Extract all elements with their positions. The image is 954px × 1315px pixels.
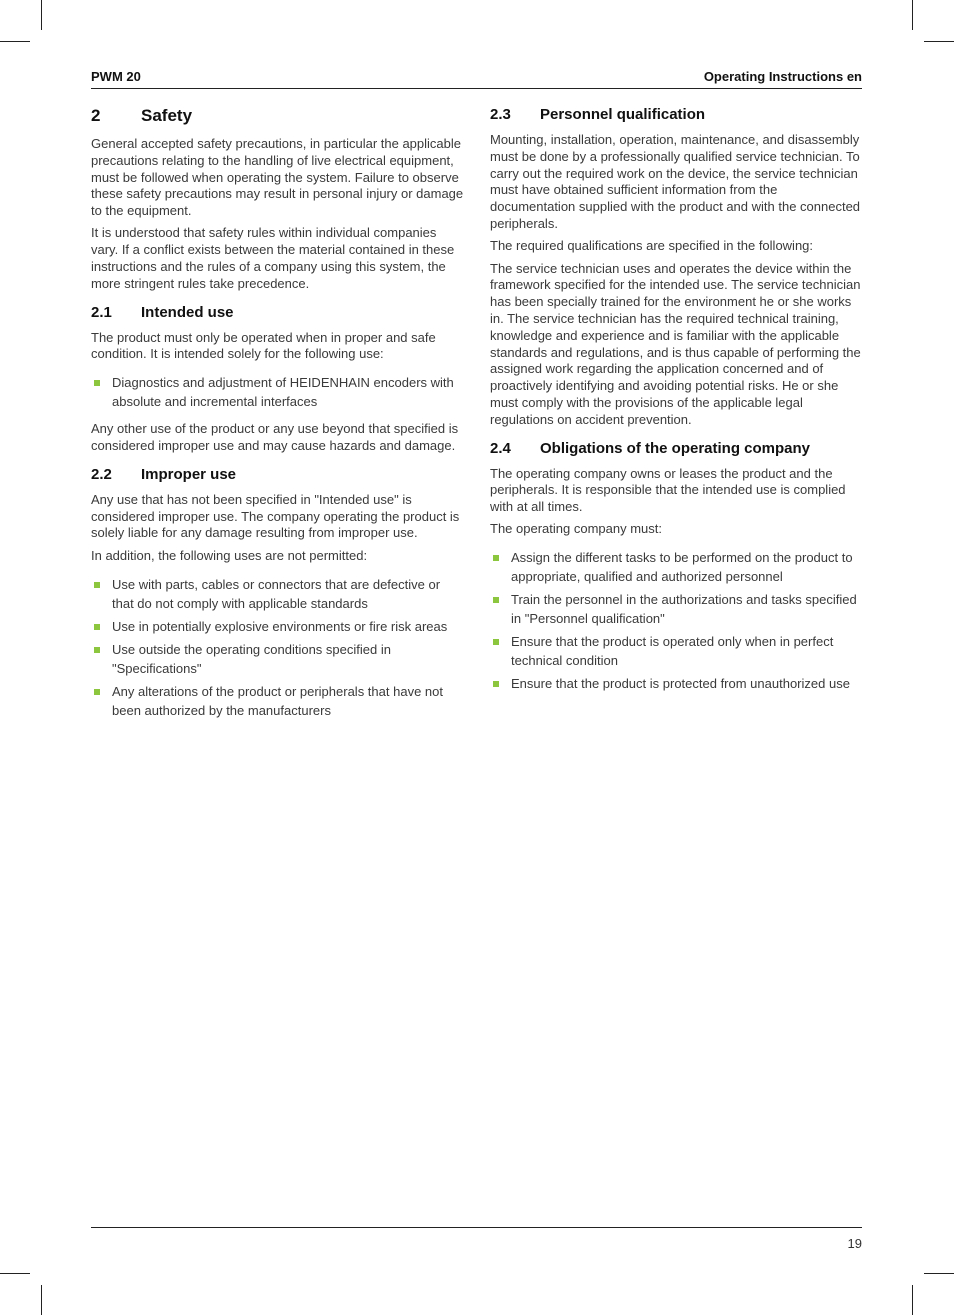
crop-mark (0, 1273, 30, 1274)
chapter-title: Safety (141, 106, 193, 125)
square-bullet-icon (493, 555, 499, 561)
page-header (91, 69, 862, 89)
list-item (490, 548, 862, 586)
paragraph: It is understood that safety rules within individual companies vary. If a conflict exists between the material contained in these instructions and the rules of a company using this system, the more stringent rules take precedence. (91, 225, 455, 291)
list-item (490, 674, 862, 693)
section-title: Personnel qualification (540, 106, 706, 123)
header-doc-title: Operating Instructions en (703, 69, 862, 84)
list-item-text: Ensure that the product is protected from unauthorized use (511, 676, 850, 692)
crop-mark (41, 1285, 42, 1315)
section-number: 2.2 (91, 465, 112, 483)
paragraph: Any other use of the product or any use beyond that specified is considered improper use and may cause hazards and damage. (91, 421, 459, 454)
section-heading (91, 303, 464, 323)
paragraph: The required qualifications are specified in the following: (490, 238, 814, 254)
crop-mark (924, 1273, 954, 1274)
section-title: Improper use (141, 465, 237, 483)
section-improper-use (91, 465, 464, 720)
chapter-heading (91, 105, 464, 127)
left-column (91, 105, 464, 730)
list-item (91, 682, 464, 720)
square-bullet-icon (94, 380, 100, 386)
list-item-text: Use with parts, cables or connectors that are defective or that do not comply with applicable standards (112, 576, 441, 611)
square-bullet-icon (493, 639, 499, 645)
list-item-text: Use outside the operating conditions specified in "Specifications" (112, 641, 391, 676)
list-item (91, 575, 464, 613)
square-bullet-icon (94, 689, 100, 695)
chapter-number: 2 (91, 106, 101, 125)
section-title: Intended use (141, 303, 234, 321)
section-title: Obligations of the operating company (540, 439, 811, 457)
paragraph: In addition, the following uses are not permitted: (91, 547, 368, 563)
list-item-text: Use in potentially explosive environments or fire risk areas (112, 618, 448, 634)
list-item-text: Assign the different tasks to be performed on the product to appropriate, qualified and authorized personnel (511, 550, 853, 585)
paragraph: The operating company owns or leases the product and the peripherals. It is responsible that the intended use is complied with at all times. (490, 465, 846, 515)
bullet-list (490, 548, 862, 693)
list-item (490, 590, 862, 628)
list-item-text: Any alterations of the product or peripherals that have not been authorized by the manufacturers (112, 683, 443, 718)
square-bullet-icon (493, 597, 499, 603)
list-item (91, 373, 464, 411)
header-product: PWM 20 (91, 69, 141, 84)
section-personnel-qualification (490, 105, 862, 429)
crop-mark (0, 41, 30, 42)
paragraph: Mounting, installation, operation, maintenance, and disassembly must be done by a professionally qualified service technician. To carry out the required work on the device, the service technician must have obtained sufficient information from the documentation supplied with the product and with the connected peripherals. (490, 132, 861, 231)
square-bullet-icon (94, 582, 100, 588)
bullet-list (91, 575, 464, 720)
list-item (490, 632, 862, 670)
crop-mark (912, 0, 913, 30)
paragraph: General accepted safety precautions, in particular the applicable precautions relating to the handling of live electrical equipment, must be followed when operating the system. Failure to observe these safety precautions may result in personal injury or damage to the equipment. (91, 136, 464, 219)
crop-mark (41, 0, 42, 30)
square-bullet-icon (493, 681, 499, 687)
footer-rule (91, 1227, 862, 1228)
list-item-text: Ensure that the product is operated only when in perfect technical condition (511, 634, 834, 669)
crop-mark (912, 1285, 913, 1315)
paragraph: The service technician uses and operates the device within the framework specified for the intended use. The service technician has been specially trained for the environment he or she works in. The service technician has the required technical training, knowledge and experience and is familiar with the applicable standards and regulations, and is thus capable of performing the assigned work regarding the application concerned and of proactively identifying and avoiding potential risks. He or she must comply with the provisions of the applicable legal regulations on accident prevention. (490, 260, 861, 427)
right-column (490, 105, 862, 703)
list-item-text: Train the personnel in the authorizations and tasks specified in "Personnel qualification" (511, 592, 857, 627)
section-number: 2.1 (91, 303, 112, 321)
section-operating-company (490, 439, 862, 694)
list-item-text: Diagnostics and adjustment of HEIDENHAIN encoders with absolute and incremental interfaces (112, 375, 454, 410)
square-bullet-icon (94, 624, 100, 630)
paragraph: The operating company must: (490, 521, 662, 537)
section-intended-use (91, 303, 464, 455)
section-number: 2.4 (490, 439, 511, 457)
bullet-list (91, 373, 464, 411)
section-heading (91, 465, 464, 485)
crop-mark (924, 41, 954, 42)
section-heading (490, 439, 862, 459)
paragraph: The product must only be operated when in proper and safe condition. It is intended solely for the following use: (91, 329, 436, 362)
section-number: 2.3 (490, 106, 511, 123)
page-number: 19 (847, 1236, 862, 1251)
square-bullet-icon (94, 647, 100, 653)
section-heading (490, 105, 862, 125)
list-item (91, 640, 464, 678)
list-item (91, 617, 464, 636)
paragraph: Any use that has not been specified in "Intended use" is considered improper use. The company operating the product is solely liable for any damage resulting from improper use. (91, 491, 460, 541)
